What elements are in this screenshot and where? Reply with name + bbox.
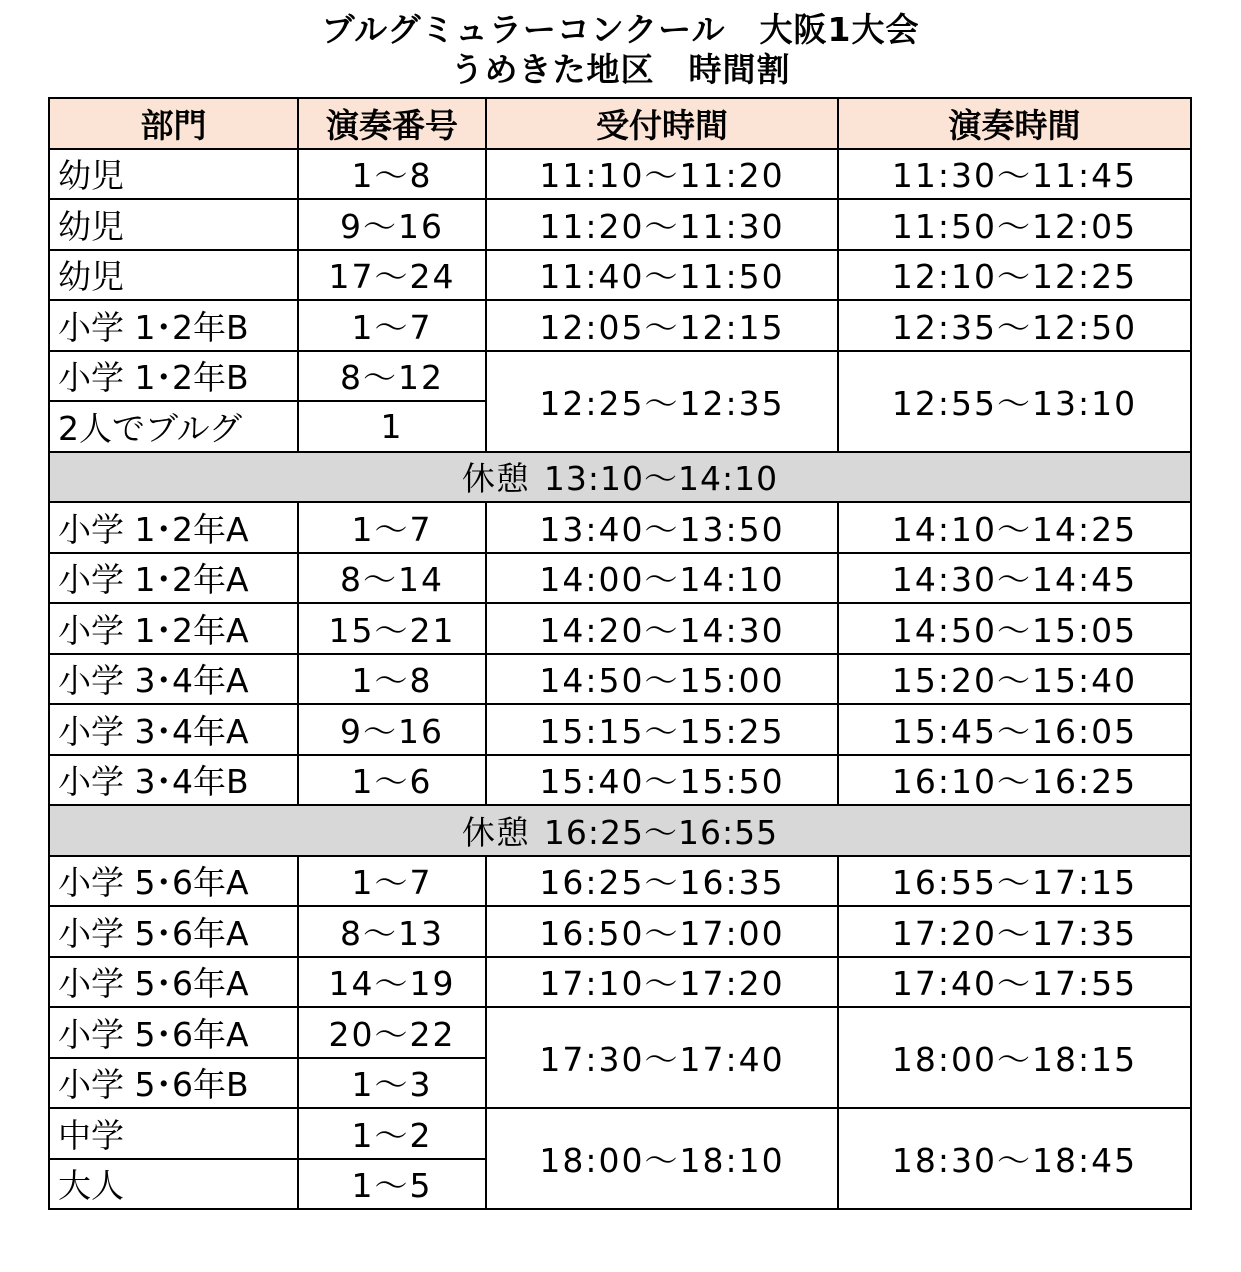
division-cell: 小学 5･6年A <box>49 1007 298 1058</box>
performance-cell: 14:30～14:45 <box>838 553 1191 604</box>
number-cell: 1～8 <box>298 149 486 200</box>
reception-cell: 11:10～11:20 <box>486 149 838 200</box>
table-row <box>49 149 1191 200</box>
number-cell: 20～22 <box>298 1007 486 1058</box>
number-cell: 1～7 <box>298 856 486 907</box>
performance-cell: 14:50～15:05 <box>838 603 1191 654</box>
division-cell: 幼児 <box>49 250 298 301</box>
performance-cell: 16:55～17:15 <box>838 856 1191 907</box>
table-row <box>49 553 1191 604</box>
title-line-1: ブルグミュラーコンクール 大阪1大会 <box>321 10 920 49</box>
number-cell: 15～21 <box>298 603 486 654</box>
break-row <box>49 805 1191 856</box>
division-cell: 小学 5･6年B <box>49 1058 298 1109</box>
performance-cell: 17:20～17:35 <box>838 906 1191 957</box>
division-cell: 2人でブルグ <box>49 401 298 452</box>
performance-cell: 12:10～12:25 <box>838 250 1191 301</box>
number-cell: 1 <box>298 401 486 452</box>
break-cell <box>49 805 1191 856</box>
break-cell <box>49 452 1191 503</box>
division-cell: 小学 5･6年A <box>49 856 298 907</box>
performance-cell: 12:55～13:10 <box>838 351 1191 452</box>
reception-cell: 16:25～16:35 <box>486 856 838 907</box>
division-cell: 大人 <box>49 1159 298 1210</box>
reception-cell: 14:50～15:00 <box>486 654 838 705</box>
number-cell: 8～13 <box>298 906 486 957</box>
schedule-table <box>48 97 1192 1210</box>
performance-cell: 11:50～12:05 <box>838 199 1191 250</box>
number-cell: 1～5 <box>298 1159 486 1210</box>
reception-cell: 11:40～11:50 <box>486 250 838 301</box>
break-row <box>49 452 1191 503</box>
table-row <box>49 906 1191 957</box>
performance-cell: 16:10～16:25 <box>838 755 1191 806</box>
number-cell: 1～3 <box>298 1058 486 1109</box>
reception-cell: 16:50～17:00 <box>486 906 838 957</box>
number-cell: 1～6 <box>298 755 486 806</box>
division-cell: 小学 5･6年A <box>49 906 298 957</box>
performance-cell: 15:45～16:05 <box>838 704 1191 755</box>
division-cell: 小学 3･4年A <box>49 654 298 705</box>
reception-cell: 13:40～13:50 <box>486 502 838 553</box>
break-label: 休憩 <box>461 812 530 852</box>
number-cell: 8～12 <box>298 351 486 402</box>
number-cell: 1～7 <box>298 502 486 553</box>
number-cell: 17～24 <box>298 250 486 301</box>
performance-cell: 18:00～18:15 <box>838 1007 1191 1108</box>
division-cell: 小学 1･2年B <box>49 351 298 402</box>
number-cell: 14～19 <box>298 957 486 1008</box>
number-cell: 1～8 <box>298 654 486 705</box>
table-row <box>49 603 1191 654</box>
table-row <box>49 1007 1191 1058</box>
division-cell: 小学 1･2年A <box>49 603 298 654</box>
division-cell: 小学 1･2年B <box>49 300 298 351</box>
break-time: 13:10～14:10 <box>543 459 779 499</box>
division-cell: 小学 3･4年A <box>49 704 298 755</box>
division-cell: 小学 1･2年A <box>49 502 298 553</box>
reception-cell: 12:25～12:35 <box>486 351 838 452</box>
reception-cell: 14:00～14:10 <box>486 553 838 604</box>
reception-cell: 18:00～18:10 <box>486 1108 838 1209</box>
performance-cell: 14:10～14:25 <box>838 502 1191 553</box>
division-cell: 小学 3･4年B <box>49 755 298 806</box>
table-row <box>49 300 1191 351</box>
number-cell: 9～16 <box>298 199 486 250</box>
division-cell: 小学 5･6年A <box>49 957 298 1008</box>
table-row <box>49 957 1191 1008</box>
division-cell: 幼児 <box>49 199 298 250</box>
division-cell: 小学 1･2年A <box>49 553 298 604</box>
number-cell: 1～2 <box>298 1108 486 1159</box>
table-row <box>49 755 1191 806</box>
reception-cell: 15:15～15:25 <box>486 704 838 755</box>
reception-cell: 17:10～17:20 <box>486 957 838 1008</box>
performance-cell: 11:30～11:45 <box>838 149 1191 200</box>
break-label: 休憩 <box>461 459 530 499</box>
table-row <box>49 250 1191 301</box>
table-row <box>49 704 1191 755</box>
performance-cell: 12:35～12:50 <box>838 300 1191 351</box>
header-row <box>49 98 1191 149</box>
header-performance-time: 演奏時間 <box>838 98 1191 149</box>
number-cell: 8～14 <box>298 553 486 604</box>
table-row <box>49 856 1191 907</box>
performance-cell: 17:40～17:55 <box>838 957 1191 1008</box>
reception-cell: 11:20～11:30 <box>486 199 838 250</box>
table-row <box>49 1108 1191 1159</box>
division-cell: 中学 <box>49 1108 298 1159</box>
number-cell: 1～7 <box>298 300 486 351</box>
number-cell: 9～16 <box>298 704 486 755</box>
reception-cell: 17:30～17:40 <box>486 1007 838 1108</box>
header-reception-time: 受付時間 <box>486 98 838 149</box>
table-row <box>49 502 1191 553</box>
reception-cell: 14:20～14:30 <box>486 603 838 654</box>
break-time: 16:25～16:55 <box>543 812 779 852</box>
performance-cell: 15:20～15:40 <box>838 654 1191 705</box>
header-division: 部門 <box>49 98 298 149</box>
title-line-2: うめきた地区 時間割 <box>450 50 791 89</box>
reception-cell: 12:05～12:15 <box>486 300 838 351</box>
table-row <box>49 654 1191 705</box>
performance-cell: 18:30～18:45 <box>838 1108 1191 1209</box>
table-row <box>49 199 1191 250</box>
division-cell: 幼児 <box>49 149 298 200</box>
table-row <box>49 351 1191 402</box>
header-numbers: 演奏番号 <box>298 98 486 149</box>
reception-cell: 15:40～15:50 <box>486 755 838 806</box>
